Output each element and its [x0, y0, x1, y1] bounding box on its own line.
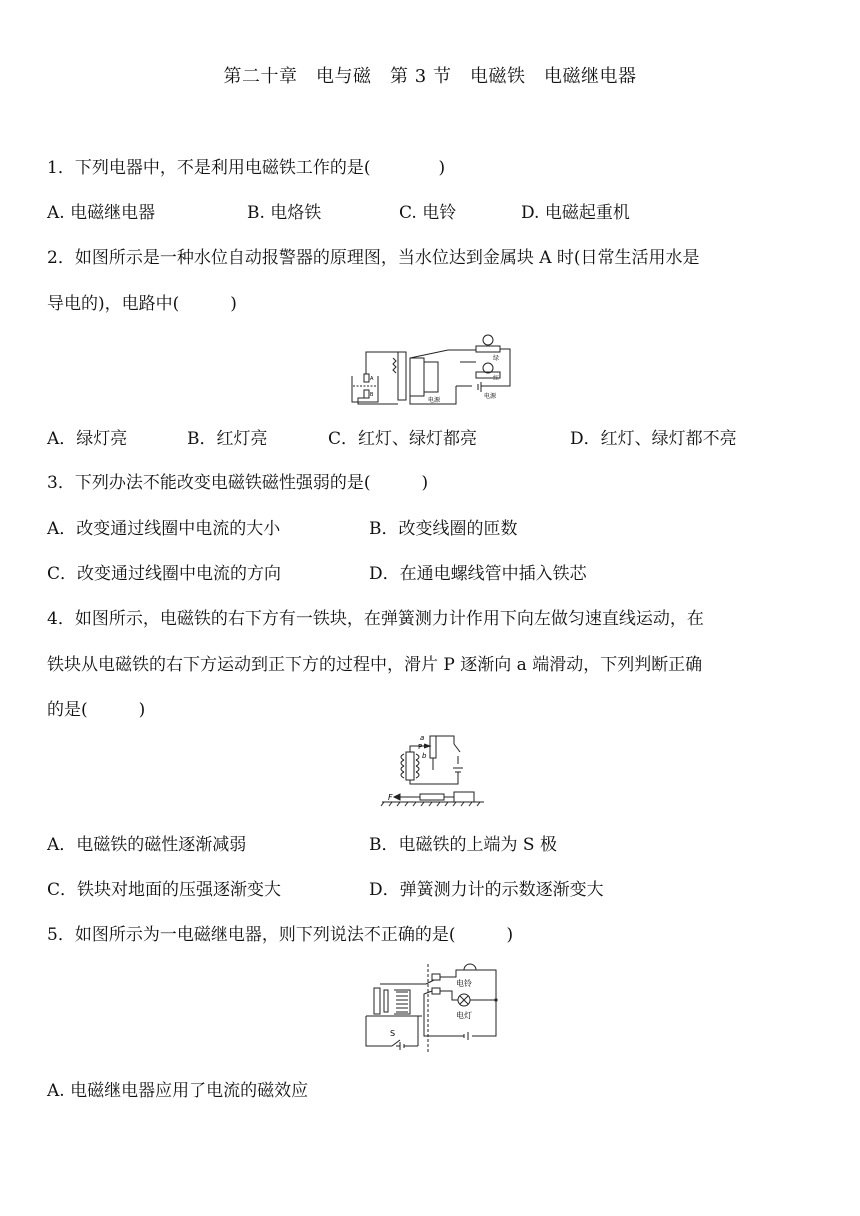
question-5-option-a[interactable]: A. 电磁继电器应用了电流的磁效应	[47, 1081, 309, 1101]
metal-block-b-label: B	[370, 392, 374, 398]
bell-label: 电铃	[456, 979, 472, 988]
switch-s-label: S	[390, 1029, 396, 1038]
electromagnet-iron-block-diagram	[380, 730, 488, 814]
question-1-option-d[interactable]: D. 电磁起重机	[521, 203, 630, 223]
question-2-option-a[interactable]: A．绿灯亮	[47, 429, 128, 449]
question-1-option-a[interactable]: A. 电磁继电器	[47, 203, 156, 223]
water-level-alarm-diagram	[348, 328, 518, 408]
lamp-label: 电灯	[456, 1011, 472, 1020]
question-2-option-b[interactable]: B．红灯亮	[187, 429, 268, 449]
terminal-a-label: a	[420, 734, 425, 742]
force-f-label: F	[388, 793, 393, 802]
question-3-option-d[interactable]: D．在通电螺线管中插入铁芯	[369, 564, 587, 584]
question-1-option-b[interactable]: B. 电烙铁	[247, 203, 322, 223]
red-lamp-label: 红	[493, 375, 500, 382]
metal-block-a-label: A	[370, 376, 374, 382]
question-1-option-c[interactable]: C. 电铃	[399, 203, 457, 223]
question-3-option-a[interactable]: A．改变通过线圈中电流的大小	[47, 519, 281, 539]
terminal-b-label: b	[422, 752, 427, 760]
power-supply-label-2: 电源	[484, 393, 497, 400]
power-supply-label-1: 电源	[428, 397, 441, 404]
slider-p-label: P	[418, 743, 423, 751]
question-4-option-a[interactable]: A．电磁铁的磁性逐渐减弱	[47, 835, 247, 855]
question-4-stem-line-3: 的是( )	[47, 700, 146, 720]
question-2-stem-line-2: 导电的)，电路中( )	[47, 294, 237, 314]
question-3-stem: 3．下列办法不能改变电磁铁磁性强弱的是( )	[47, 473, 429, 493]
question-4-option-b[interactable]: B．电磁铁的上端为 S 极	[369, 835, 557, 855]
electromagnetic-relay-diagram	[360, 960, 506, 1056]
question-5-stem: 5．如图所示为一电磁继电器，则下列说法不正确的是( )	[47, 925, 514, 945]
question-3-option-b[interactable]: B．改变线圈的匝数	[369, 519, 518, 539]
question-2-option-c[interactable]: C．红灯、绿灯都亮	[328, 429, 478, 449]
question-4-stem-line-1: 4．如图所示，电磁铁的右下方有一铁块，在弹簧测力计作用下向左做匀速直线运动，在	[47, 609, 704, 629]
question-4-option-c[interactable]: C．铁块对地面的压强逐渐变大	[47, 880, 282, 900]
page-title: 第二十章 电与磁 第 3 节 电磁铁 电磁继电器	[223, 66, 637, 87]
question-1-stem: 1．下列电器中，不是利用电磁铁工作的是( )	[47, 158, 446, 178]
question-2-option-d[interactable]: D．红灯、绿灯都不亮	[570, 429, 737, 449]
question-4-option-d[interactable]: D．弹簧测力计的示数逐渐变大	[369, 880, 604, 900]
question-4-stem-line-2: 铁块从电磁铁的右下方运动到正下方的过程中，滑片 P 逐渐向 a 端滑动，下列判断正确	[47, 655, 703, 675]
green-lamp-label: 绿	[493, 355, 500, 362]
question-2-stem-line-1: 2．如图所示是一种水位自动报警器的原理图，当水位达到金属块 A 时(日常生活用水是	[47, 248, 700, 268]
question-3-option-c[interactable]: C．改变通过线圈中电流的方向	[47, 564, 282, 584]
